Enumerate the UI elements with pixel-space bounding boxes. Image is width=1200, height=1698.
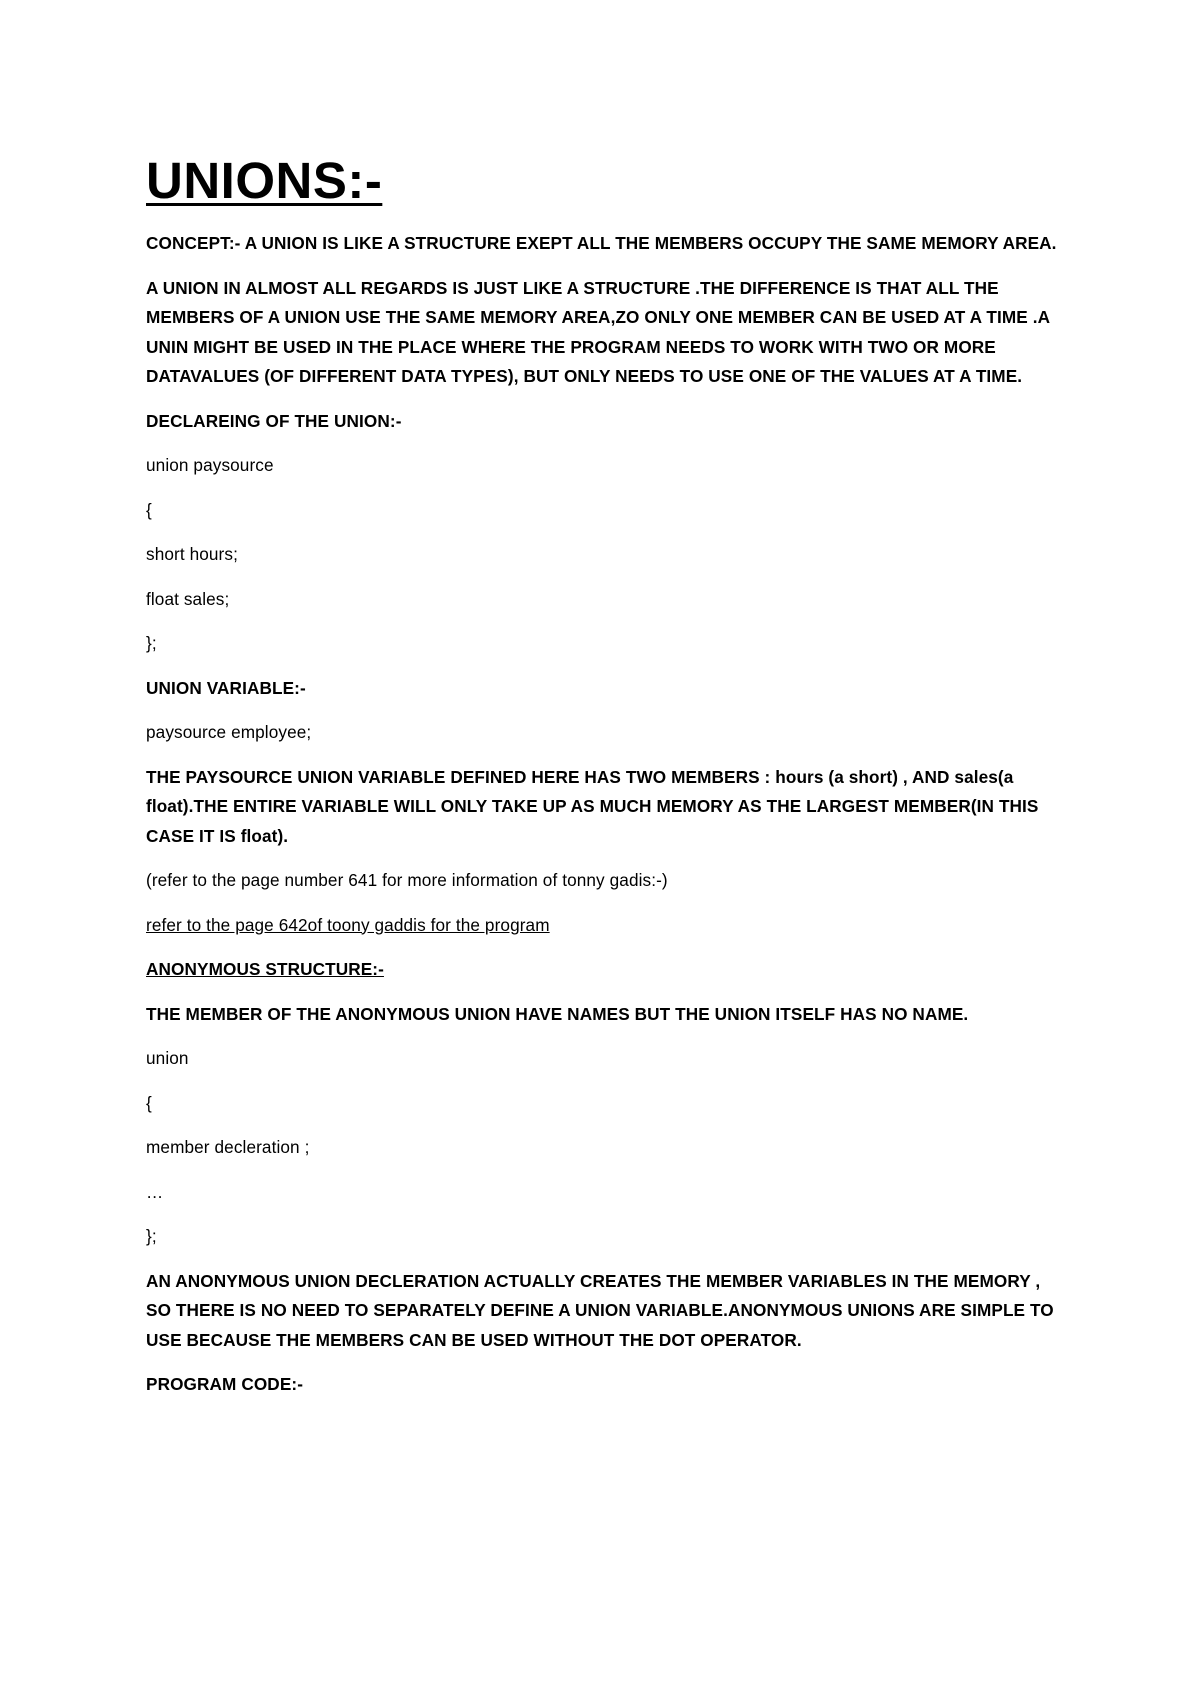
code-line: };: [146, 1226, 157, 1246]
page-title: UNIONS:-: [146, 152, 383, 209]
document-body: [146, 150, 1066, 1415]
declaring-heading: DECLAREING OF THE UNION:-: [146, 410, 402, 431]
anonymous-explanation: AN ANONYMOUS UNION DECLERATION ACTUALLY CREATES THE MEMBER VARIABLES IN THE MEMORY , SO THERE IS NO NEED TO SEPARATELY DEFINE A UNION VARIABLE.ANONYMOUS UNIONS ARE SIMPLE TO USE BECAUSE THE MEMBERS CAN BE USED WITHOUT THE DOT OPERATOR.: [146, 1270, 1054, 1350]
anonymous-description: THE MEMBER OF THE ANONYMOUS UNION HAVE NAMES BUT THE UNION ITSELF HAS NO NAME.: [146, 1003, 969, 1024]
concept-paragraph: CONCEPT:- A UNION IS LIKE A STRUCTURE EXEPT ALL THE MEMBERS OCCUPY THE SAME MEMORY AREA.: [146, 233, 1057, 253]
union-variable-heading: UNION VARIABLE:-: [146, 677, 306, 698]
refer-page-642-link: refer to the page 642of toony gaddis for the program: [146, 914, 550, 935]
code-line: {: [146, 499, 152, 520]
paysource-explanation: THE PAYSOURCE UNION VARIABLE DEFINED HERE HAS TWO MEMBERS : hours (a short) , AND sales(a float).THE ENTIRE VARIABLE WILL ONLY TAKE UP AS MUCH MEMORY AS THE LARGEST MEMBER(IN THIS CASE IT IS float).: [146, 766, 1039, 846]
refer-page-641: (refer to the page number 641 for more information of tonny gadis:-): [146, 870, 668, 890]
code-line: {: [146, 1092, 152, 1113]
program-code-heading: PROGRAM CODE:-: [146, 1374, 304, 1394]
code-line: };: [146, 633, 157, 653]
code-line: short hours;: [146, 544, 238, 564]
code-line: union: [146, 1048, 189, 1068]
union-variable-code: paysource employee;: [146, 722, 312, 742]
code-line: float sales;: [146, 588, 230, 609]
code-line: union paysource: [146, 455, 274, 475]
code-line: member decleration ;: [146, 1137, 310, 1157]
intro-paragraph: A UNION IN ALMOST ALL REGARDS IS JUST LIKE A STRUCTURE .THE DIFFERENCE IS THAT ALL THE MEMBERS OF A UNION USE THE SAME MEMORY AREA,ZO ONLY ONE MEMBER CAN BE USED AT A TIME .A UNIN MIGHT BE USED IN THE PLACE WHERE THE PROGRAM NEEDS TO WORK WITH TWO OR MORE DATAVALUES (OF DIFFERENT DATA TYPES), BUT ONLY NEEDS TO USE ONE OF THE VALUES AT A TIME.: [146, 277, 1050, 386]
anonymous-heading: ANONYMOUS STRUCTURE:-: [146, 959, 384, 979]
code-line: …: [146, 1181, 164, 1202]
